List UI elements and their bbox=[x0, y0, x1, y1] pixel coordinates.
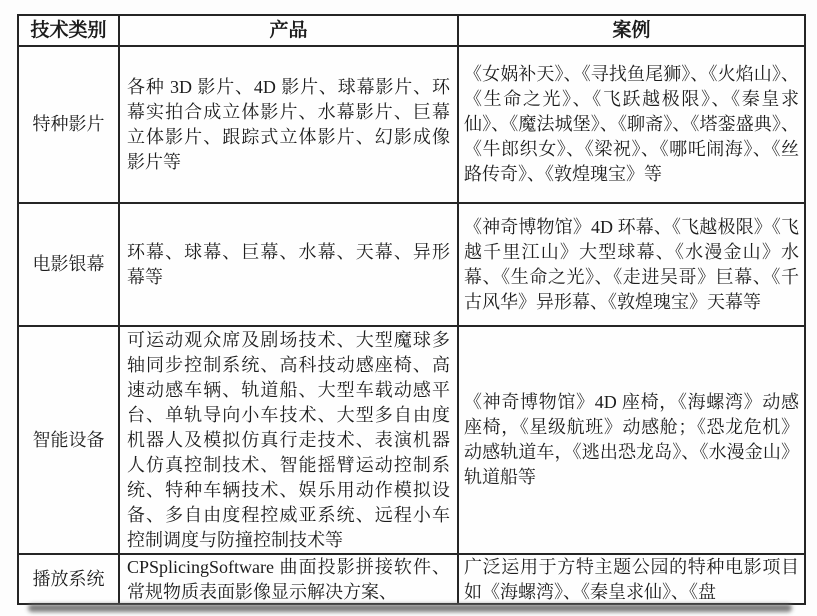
table-row bbox=[18, 326, 805, 554]
cell-cases-text: 广泛运用于方特主题公园的特种电影项目如《海螺湾》、《秦皇求仙》、《盘 bbox=[464, 557, 799, 602]
cell-product: 环幕、球幕、巨幕、水幕、天幕、异形幕等 bbox=[119, 203, 458, 326]
table-row bbox=[18, 46, 805, 203]
cell-product-text: CPSplicingSoftware 曲面投影拼接软件、常规物质表面影像显示解决方案、 bbox=[127, 557, 450, 602]
table-header-row bbox=[18, 15, 805, 46]
cell-category: 智能设备 bbox=[18, 326, 119, 554]
cell-category: 播放系统 bbox=[18, 554, 119, 604]
cell-cases bbox=[458, 554, 805, 604]
table-row bbox=[18, 554, 805, 604]
cell-product bbox=[119, 554, 458, 604]
cell-category: 特种影片 bbox=[18, 46, 119, 203]
cell-category: 电影银幕 bbox=[18, 203, 119, 326]
column-header-product: 产品 bbox=[119, 15, 458, 46]
table-row bbox=[18, 203, 805, 326]
cell-cases: 《女娲补天》、《寻找鱼尾狮》、《火焰山》、《生命之光》、《飞跃越极限》、《秦皇求仙》、《魔法城堡》、《聊斋》、《塔銮盛典》、《牛郎织女》、《梁祝》、《哪吒闹海》、《丝路传奇》、《敦煌瑰宝》等 bbox=[458, 46, 805, 203]
cell-cases: 《神奇博物馆》4D 环幕、《飞越极限》《飞越千里江山》大型球幕、《水漫金山》水幕、《生命之光》、《走进吴哥》巨幕、《千古风华》异形幕、《敦煌瑰宝》天幕等 bbox=[458, 203, 805, 326]
column-header-cases: 案例 bbox=[458, 15, 805, 46]
scan-shadow-bar bbox=[28, 604, 792, 612]
technology-products-table bbox=[17, 14, 806, 605]
cell-product: 可运动观众席及剧场技术、大型魔球多轴同步控制系统、高科技动感座椅、高速动感车辆、轨道船、大型车载动感平台、单轨导向小车技术、大型多自由度机器人及模拟仿真行走技术、表演机器人仿真控制技术、智能摇臂运动控制系统、特种车辆技术、娱乐用动作模拟设备、多自由度程控威亚系统、远程小车控制调度与防撞控制技术等 bbox=[119, 326, 458, 554]
cell-product: 各种 3D 影片、4D 影片、球幕影片、环幕实拍合成立体影片、水幕影片、巨幕立体影片、跟踪式立体影片、幻影成像影片等 bbox=[119, 46, 458, 203]
column-header-technology-category: 技术类别 bbox=[18, 15, 119, 46]
cell-cases: 《神奇博物馆》4D 座椅，《海螺湾》动感座椅，《星级航班》动感舱；《恐龙危机》动感轨道车，《逃出恐龙岛》、《水漫金山》轨道船等 bbox=[458, 326, 805, 554]
